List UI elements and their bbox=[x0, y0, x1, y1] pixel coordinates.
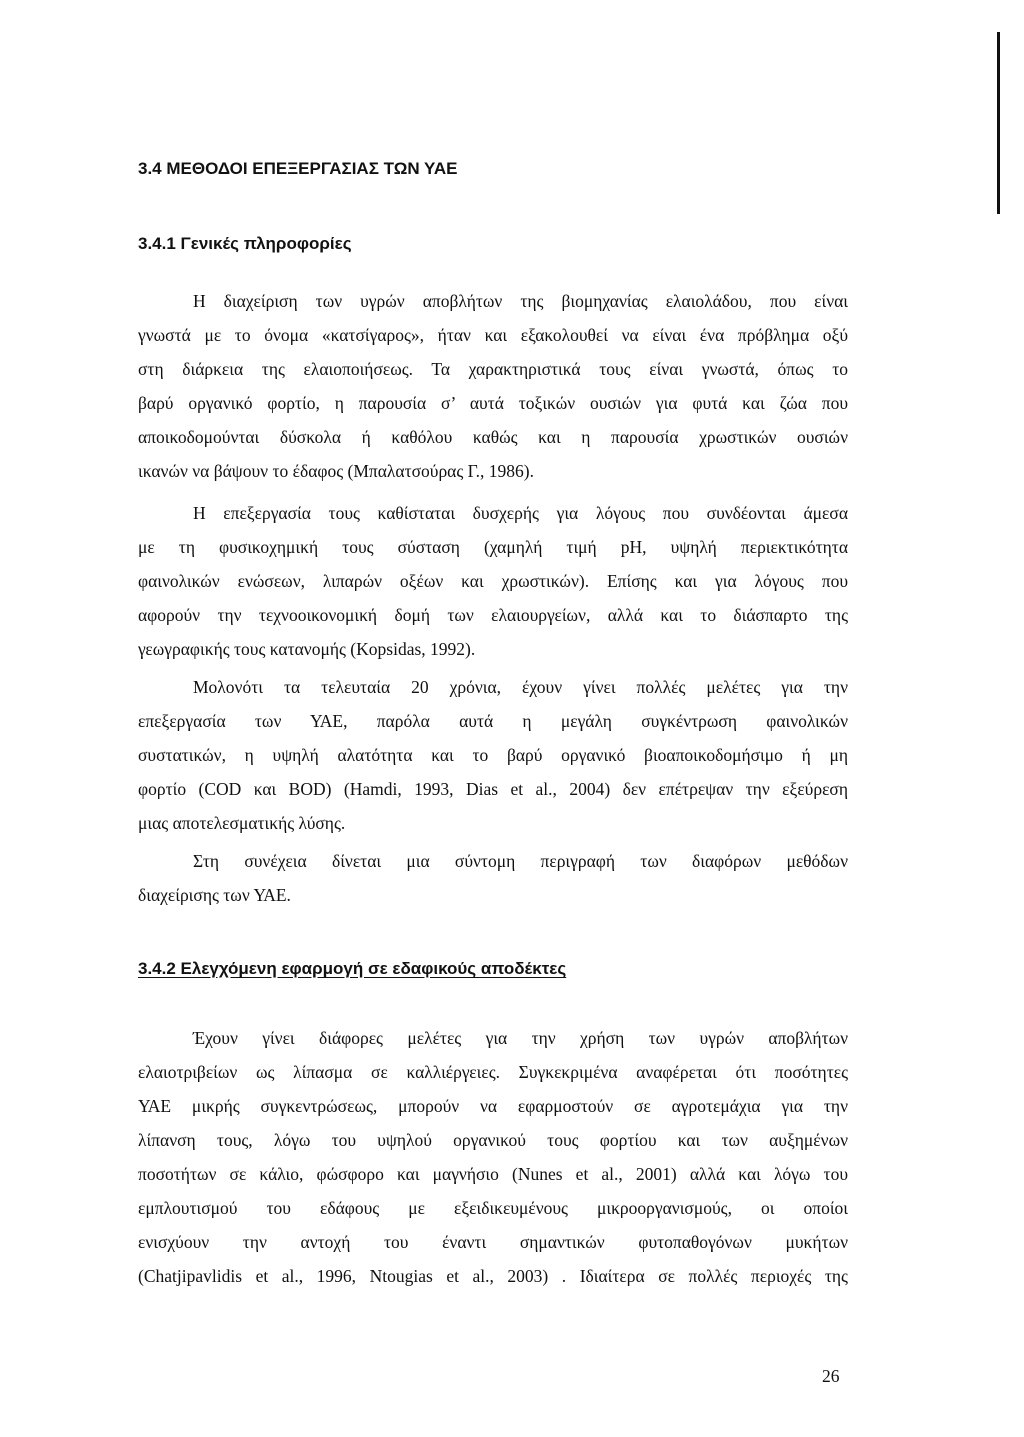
subsection-heading-text: 3.4.2 Ελεγχόμενη εφαρμογή σε εδαφικούς αποδέκτες bbox=[138, 959, 567, 978]
paragraph-soil-1 bbox=[138, 1021, 848, 1293]
text-line: Μολονότι τα τελευταία 20 χρόνια, έχουν γίνει πολλές μελέτες για την bbox=[193, 677, 848, 697]
subsection-heading-general-info: 3.4.1 Γενικές πληροφορίες bbox=[138, 234, 352, 253]
text-line: εμπλουτισμού του εδάφους με εξειδικευμένους μικροοργανισμούς, οι οποίοι bbox=[138, 1198, 848, 1218]
text-line: Έχουν γίνει διάφορες μελέτες για την χρήση των υγρών αποβλήτων bbox=[193, 1028, 848, 1048]
text-line: Στη συνέχεια δίνεται μια σύντομη περιγραφή των διαφόρων μεθόδων bbox=[193, 851, 848, 871]
text-line: διαχείρισης των ΥΑΕ. bbox=[138, 885, 291, 905]
text-line: ενισχύουν την αντοχή του έναντι σημαντικών φυτοπαθογόνων μυκήτων bbox=[138, 1232, 848, 1252]
text-line: γεωγραφικής τους κατανομής (Kopsidas, 1992). bbox=[138, 639, 476, 659]
text-line: μιας αποτελεσματικής λύσης. bbox=[138, 813, 346, 833]
text-line: γνωστά με το όνομα «κατσίγαρος», ήταν και εξακολουθεί να είναι ένα πρόβλημα οξύ bbox=[138, 325, 848, 345]
text-line: επεξεργασία των ΥΑΕ, παρόλα αυτά η μεγάλη συγκέντρωση φαινολικών bbox=[138, 711, 848, 731]
page-number: 26 bbox=[822, 1366, 840, 1386]
text-line: ελαιοτριβείων ως λίπασμα σε καλλιέργειες. Συγκεκριμένα αναφέρεται ότι ποσότητες bbox=[138, 1062, 848, 1082]
text-line: στη διάρκεια της ελαιοποιήσεως. Τα χαρακτηριστικά τους είναι γνωστά, όπως το bbox=[138, 359, 848, 379]
text-line: με τη φυσικοχημική τους σύσταση (χαμηλή τιμή pH, υψηλή περιεκτικότητα bbox=[138, 537, 848, 557]
text-line: αποικοδομούνται δύσκολα ή καθόλου καθώς και η παρουσία χρωστικών ουσιών bbox=[138, 427, 848, 447]
text-line: ποσοτήτων σε κάλιο, φώσφορο και μαγνήσιο (Nunes et al., 2001) αλλά και λόγω του bbox=[138, 1164, 848, 1184]
section-heading: 3.4 ΜΕΘΟΔΟΙ ΕΠΕΞΕΡΓΑΣΙΑΣ ΤΩΝ ΥΑΕ bbox=[138, 159, 458, 178]
text-line: συστατικών, η υψηλή αλατότητα και το βαρύ οργανικό βιοαποικοδομήσιμο ή μη bbox=[138, 745, 848, 765]
text-line: ικανών να βάψουν το έδαφος (Μπαλατσούρας Γ., 1986). bbox=[138, 461, 534, 481]
text-line: ΥΑΕ μικρής συγκεντρώσεως, μπορούν να εφαρμοστούν σε αγροτεμάχια για την bbox=[138, 1096, 848, 1116]
text-line: φορτίο (COD και BOD) (Hamdi, 1993, Dias et al., 2004) δεν επέτρεψαν την εξεύρεση bbox=[138, 779, 848, 799]
paragraph-general-1 bbox=[138, 284, 848, 488]
text-line: λίπανση τους, λόγω του υψηλού οργανικού τους φορτίου και των αυξημένων bbox=[138, 1130, 848, 1150]
subsection-heading-soil-application bbox=[138, 957, 566, 981]
text-line: Η επεξεργασία τους καθίσταται δυσχερής για λόγους που συνδέονται άμεσα bbox=[193, 503, 848, 523]
scan-edge-bar bbox=[997, 32, 1000, 214]
text-line: αφορούν την τεχνοοικονομική δομή των ελαιουργείων, αλλά και το διάσπαρτο της bbox=[138, 605, 848, 625]
paragraph-general-2 bbox=[138, 496, 848, 666]
text-line: βαρύ οργανικό φορτίο, η παρουσία σ’ αυτά τοξικών ουσιών για φυτά και ζώα που bbox=[138, 393, 848, 413]
text-line: Η διαχείριση των υγρών αποβλήτων της βιομηχανίας ελαιολάδου, που είναι bbox=[193, 291, 848, 311]
paragraph-general-3 bbox=[138, 670, 848, 840]
text-line: (Chatjipavlidis et al., 1996, Ntougias et al., 2003) . Ιδιαίτερα σε πολλές περιοχές της bbox=[138, 1266, 848, 1286]
paragraph-general-4 bbox=[138, 844, 848, 912]
text-line: φαινολικών ενώσεων, λιπαρών οξέων και χρωστικών). Επίσης και για λόγους που bbox=[138, 571, 848, 591]
